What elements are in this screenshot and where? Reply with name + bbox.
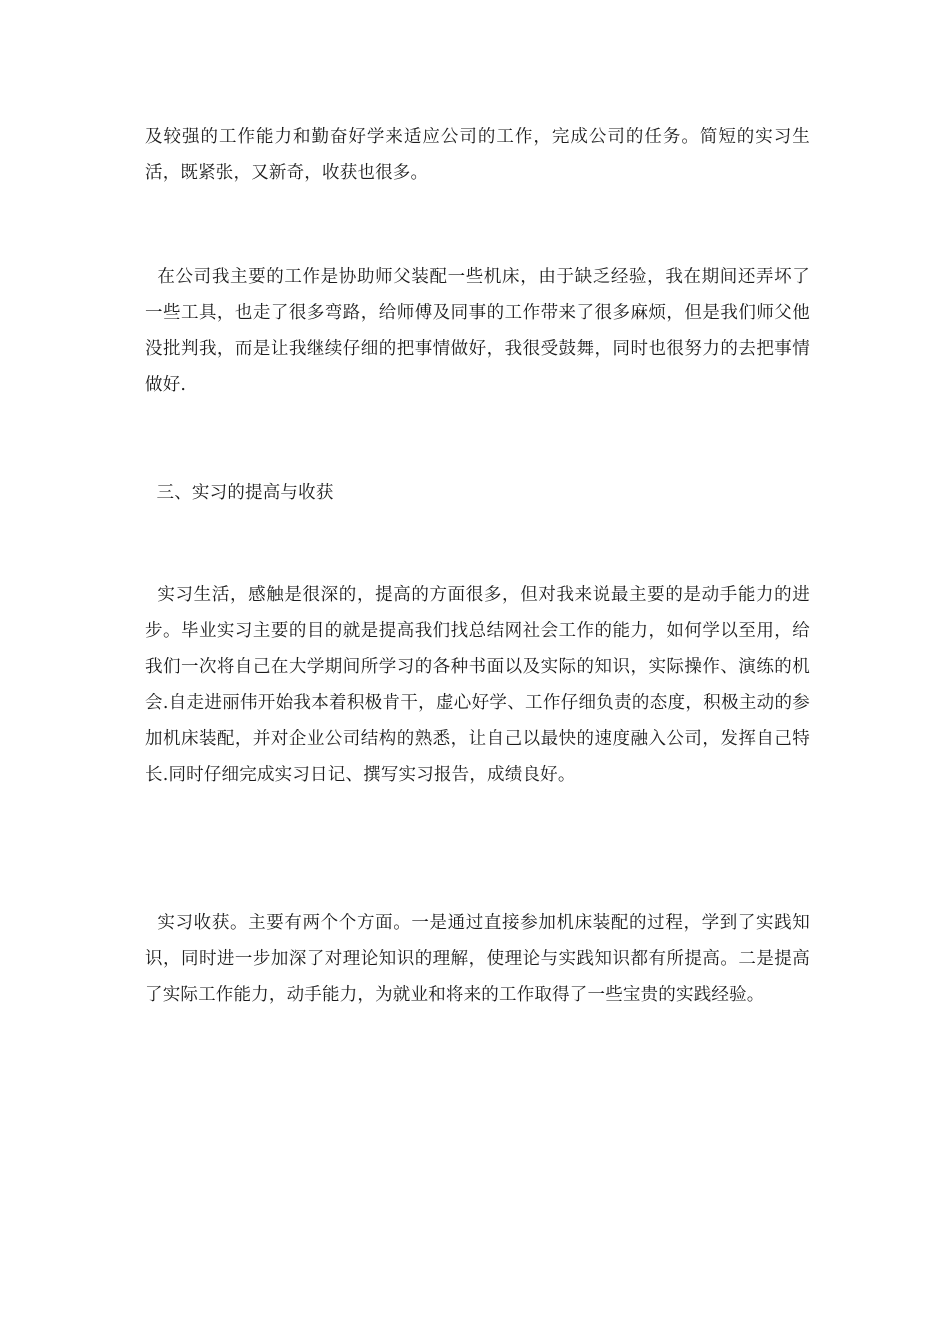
- paragraph-internship-gains: 实习收获。主要有两个个方面。一是通过直接参加机床装配的过程，学到了实践知识，同时进一步加深了对理论知识的理解，使理论与实践知识都有所提高。二是提高了实际工作能力，动手能力，为就业和将来的工作取得了一些宝贵的实践经验。: [145, 913, 810, 1005]
- paragraph-internship-reflection: 实习生活，感触是很深的，提高的方面很多，但对我来说最主要的是动手能力的进步。毕业实习主要的目的就是提高我们找总结网社会工作的能力，如何学以至用，给我们一次将自己在大学期间所学习的各种书面以及实际的知识，实际操作、演练的机会.自走进丽伟开始我本着积极肯干，虚心好学、工作仔细负责的态度，积极主动的参加机床装配，并对企业公司结构的熟悉，让自己以最快的速度融入公司，发挥自己特长.同时仔细完成实习日记、撰写实习报告，成绩良好。: [145, 585, 810, 785]
- paragraph-company-work: 在公司我主要的工作是协助师父装配一些机床，由于缺乏经验，我在期间还弄坏了一些工具，也走了很多弯路，给师傅及同事的工作带来了很多麻烦，但是我们师父他没批判我，而是让我继续仔细的把事情做好，我很受鼓舞，同时也很努力的去把事情做好.: [145, 267, 810, 395]
- section-heading-improvement: 三、实习的提高与收获: [145, 483, 334, 503]
- paragraph-work-ability: 及较强的工作能力和勤奋好学来适应公司的工作，完成公司的任务。简短的实习生活，既紧张，又新奇，收获也很多。: [145, 127, 810, 183]
